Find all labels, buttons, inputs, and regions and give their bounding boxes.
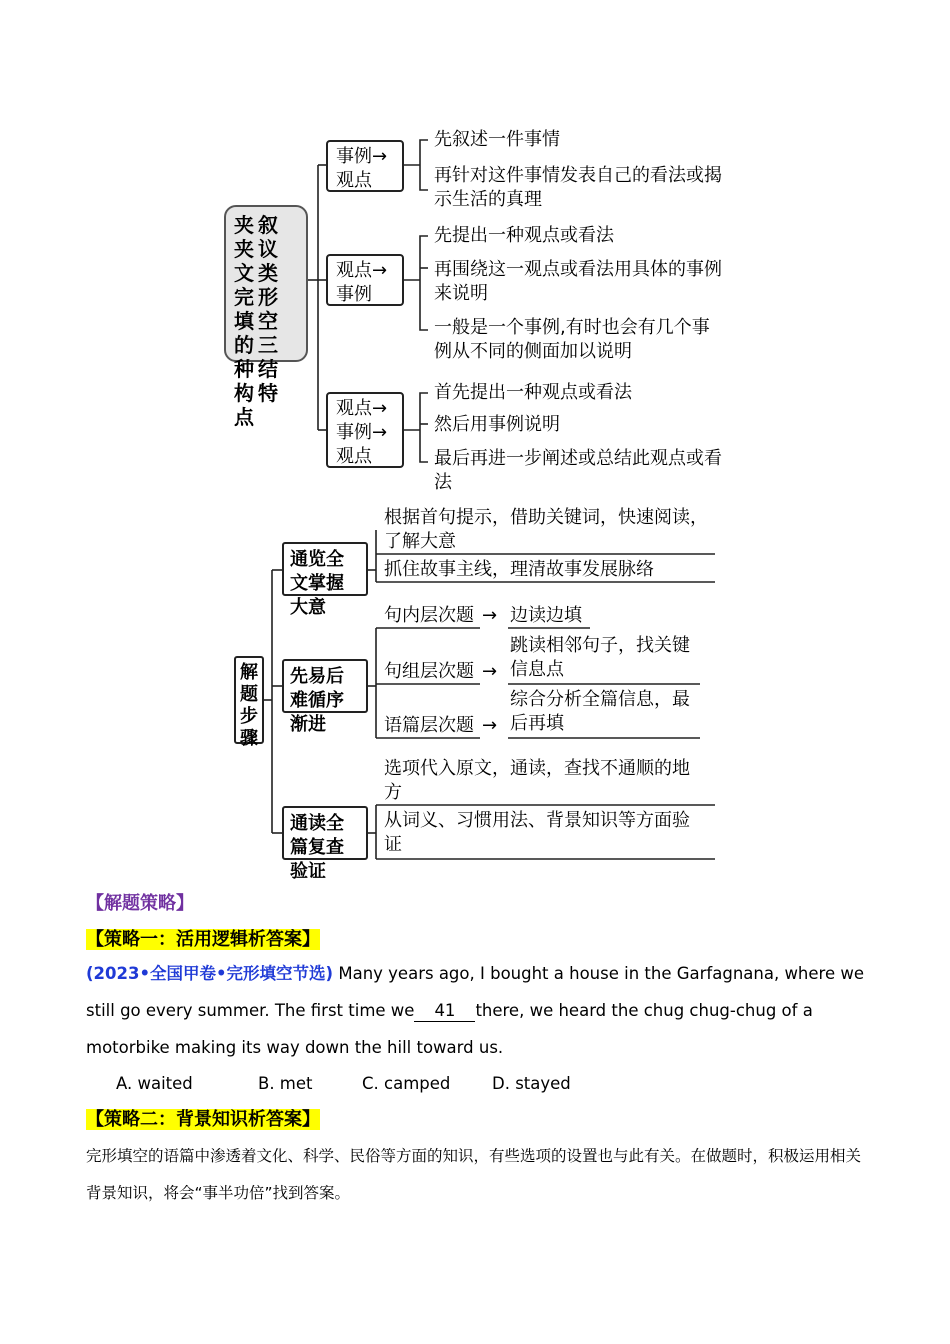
diagram1-root [224,205,308,429]
diagram2-item: 选项代入原文，通读，查找不通顺的地方 [384,758,690,803]
diagram2-sub-result: 边读边填 [510,605,582,626]
diagram1-branch-label: 事例→观点 [336,146,388,191]
strategy1-passage [86,955,870,1066]
diagram2-root [234,656,264,749]
strategy2-heading [86,1107,320,1133]
diagram1-item: 先叙述一件事情 [434,129,560,150]
diagram1-branch-box [326,140,404,192]
diagram2-sub-label: 语篇层次题 [384,715,474,736]
diagram2-item: 根据首句提示，借助关键词，快速阅读，了解大意 [384,507,708,552]
diagram1-root-label: 夹叙夹议文类完形填空的三种结构特点 [234,213,282,429]
diagram1-branch-label: 观点→事例 [336,260,388,305]
diagram2-sub-result: 跳读相邻句子，找关键信息点 [510,635,690,680]
strategy1-option: D. stayed [492,1074,571,1093]
strategy1-text-before: Many years ago, I bought a house in the Garfagnana, where we still go every summer. The first time we [86,964,865,1020]
diagram2-branch-box [282,806,368,882]
strategy2-heading-text: 【策略二：背景知识析答案】 [86,1109,320,1130]
diagram2-branch-label: 通览全文掌握大意 [290,549,344,618]
diagram2-item: 抓住故事主线，理清故事发展脉络 [384,559,654,580]
diagram2-branch-box [282,542,368,618]
diagram1-item: 再围绕这一观点或看法用具体的事例来说明 [434,259,722,304]
strategy1-option: C. camped [362,1074,451,1093]
diagram2-item: 从词义、习惯用法、背景知识等方面验证 [384,810,690,855]
diagram2-arrow: → [482,605,498,626]
diagram1-item: 先提出一种观点或看法 [434,225,614,246]
strategy-title: 【解题策略】 [86,893,194,914]
diagram2-root-label: 解题步骤 [240,662,258,749]
diagram1-item: 一般是一个事例,有时也会有几个事例从不同的侧面加以说明 [434,317,710,362]
strategy1-option: B. met [258,1074,313,1093]
diagram2-branch-label: 通读全篇复查验证 [290,813,344,882]
strategy1-source: (2023•全国甲卷•完形填空节选) [86,964,334,983]
diagram2-sub-result: 综合分析全篇信息，最后再填 [510,689,690,734]
diagram1-item: 最后再进一步阐述或总结此观点或看法 [434,448,722,493]
strategy1-heading-text: 【策略一：活用逻辑析答案】 [86,929,320,950]
diagram1-item: 再针对这件事情发表自己的看法或揭示生活的真理 [434,165,722,210]
diagram2-branch-label: 先易后难循序渐进 [290,666,344,735]
diagram2-sub-label: 句内层次题 [384,605,474,626]
strategy1-blank: 41 [414,1001,475,1022]
diagram2-arrow: → [482,661,498,682]
diagram1-item: 首先提出一种观点或看法 [434,382,632,403]
diagram2-sub-label: 句组层次题 [384,661,474,682]
diagram1-branch-box [326,392,404,468]
diagram2-arrow: → [482,715,498,736]
strategy1-heading [86,927,320,953]
strategy1-option: A. waited [116,1074,193,1093]
diagram1-item: 然后用事例说明 [434,414,560,435]
strategy2-text: 完形填空的语篇中渗透着文化、科学、民俗等方面的知识，有些选项的设置也与此有关。在做题时，积极运用相关背景知识，将会“事半功倍”找到答案。 [86,1147,862,1202]
diagram1-branch-label: 观点→事例→观点 [336,398,388,467]
strategy1-text-after: there, we heard the chug chug-chug of a motorbike making its way down the hill toward us. [86,1001,813,1057]
diagram1-branch-box [326,254,404,306]
diagram2-branch-box [282,659,368,735]
